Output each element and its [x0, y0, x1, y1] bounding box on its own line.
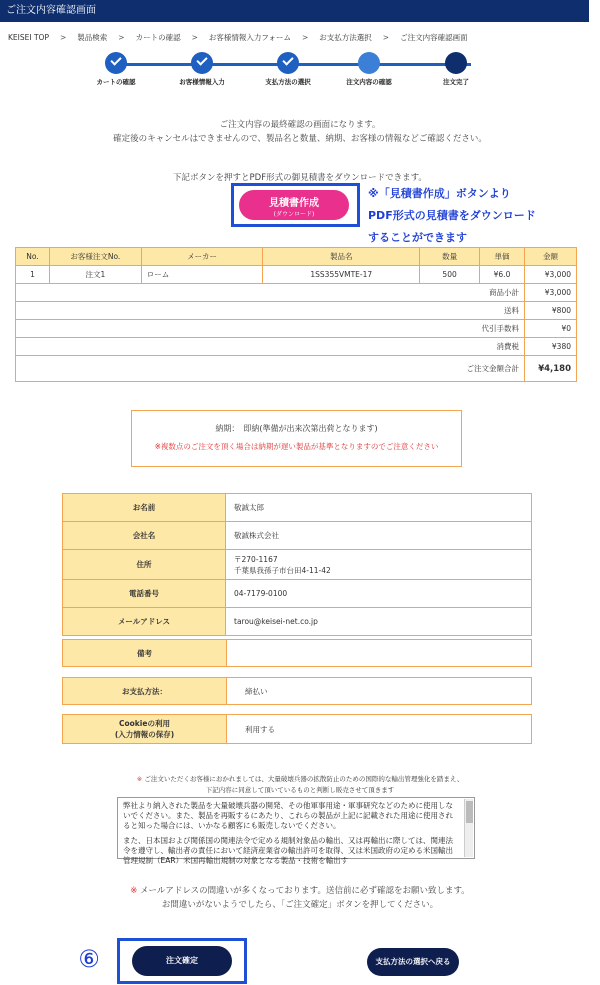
estimate-button-sublabel: (ダウンロード) — [273, 211, 315, 218]
estimate-button-highlight — [231, 183, 360, 227]
breadcrumb-product-search[interactable]: 製品検索 — [77, 32, 108, 42]
phone-value: 04-7179-0100 — [226, 580, 532, 608]
table-header-row — [16, 248, 577, 266]
chevron-right-icon: > — [382, 32, 390, 42]
summary-row — [16, 302, 577, 320]
progress-steps — [85, 50, 505, 86]
phone-label: 電話番号 — [63, 580, 226, 608]
summary-value: ¥3,000 — [524, 284, 576, 302]
check-icon — [105, 52, 127, 74]
step-label: カートの確認 — [96, 78, 136, 86]
name-value: 敬誠太郎 — [226, 494, 532, 522]
summary-row — [16, 284, 577, 302]
step-number-marker: ⑥ — [78, 945, 100, 973]
cell-maker: ローム — [141, 266, 263, 284]
payment-label: お支払方法： — [63, 678, 227, 704]
address-line: 千葉県我孫子市台田4-11-42 — [234, 565, 331, 575]
breadcrumb-current: ご注文内容確認画面 — [400, 32, 468, 42]
summary-value: ¥0 — [524, 320, 576, 338]
page-title: ご注文内容確認画面 — [6, 5, 96, 16]
export-control-textarea[interactable] — [117, 797, 475, 865]
name-label: お名前 — [63, 494, 226, 522]
step-confirm — [324, 50, 414, 86]
email-label: メールアドレス — [63, 608, 226, 636]
summary-label: 消費税 — [16, 338, 525, 356]
chevron-right-icon: > — [191, 32, 198, 42]
breadcrumb-cart[interactable]: カートの確認 — [135, 32, 181, 42]
intro-text — [0, 118, 600, 146]
step-label: お客様情報入力 — [179, 78, 225, 86]
confirm-button-highlight — [117, 938, 247, 984]
delivery-info: 納期： 即納(準備が出来次第出荷となります) — [215, 424, 378, 433]
step-customer-info — [157, 50, 247, 86]
legal-header-line-1: ご注文いただくお客様におかれましては、大量破壊兵器の拡散防止のための国際的な輸出管理強化を踏まえ、 — [144, 775, 464, 783]
cell-amount: ¥3,000 — [524, 266, 576, 284]
summary-row — [16, 320, 577, 338]
delivery-warning: ※複数点のご注文を頂く場合は納期が遅い製品が基準となりますのでご注意ください — [154, 442, 439, 451]
notice-mark: ※ — [130, 886, 138, 896]
step-complete — [411, 50, 501, 86]
estimate-button-label: 見積書作成 — [269, 198, 319, 209]
table-row — [16, 266, 577, 284]
remarks-box — [62, 639, 532, 667]
chevron-right-icon: > — [118, 32, 125, 42]
step-label: 支払方法の選択 — [265, 78, 311, 86]
col-header: 単価 — [480, 248, 525, 266]
annotation-line-2: PDF形式の見積書をダウンロード — [368, 209, 536, 222]
breadcrumb-keisei-top[interactable]: KEISEI TOP — [8, 32, 49, 42]
payment-value: 締払い — [245, 686, 268, 696]
page-title-bar — [0, 0, 589, 22]
total-row — [16, 356, 577, 382]
intro-line-2: 確定後のキャンセルはできませんので、製品名と数量、納期、お客様の情報などご確認ください。 — [113, 134, 487, 144]
legal-paragraph-2: また、日本国および関係国の関連法令で定める規制対象品の輸出、又は再輸出に際しては、関連法令を遵守し、輸出者の責任において経済産業省の輸出許可を取得、又は米国政府の定める米国輸出管理規制（EAR）米国再輸出規制の対象となる製品・技術を輸出す — [123, 836, 453, 865]
address-value — [226, 550, 532, 580]
cookie-label — [63, 715, 227, 743]
remarks-value — [227, 640, 531, 666]
cookie-value: 利用する — [245, 724, 275, 734]
email-value: tarou@keisei-net.co.jp — [226, 608, 532, 636]
customer-info-table — [62, 493, 532, 636]
legal-header — [0, 774, 600, 796]
cookie-label-line-2: (入力情報の保存) — [114, 730, 175, 739]
cell-qty: 500 — [420, 266, 480, 284]
cookie-label-line-1: Cookieの利用 — [119, 719, 170, 728]
breadcrumb-customer-form[interactable]: お客様情報入力フォーム — [208, 32, 291, 42]
legal-mark: ※ — [136, 775, 143, 783]
cell-unit-price: ¥6.0 — [480, 266, 525, 284]
estimate-annotation — [368, 183, 588, 249]
legal-header-line-2: 下記内容に同意して頂いているものと判断し販売させて頂きます — [205, 786, 395, 794]
confirm-order-button[interactable]: 注文確定 — [132, 946, 232, 976]
email-notice — [0, 884, 600, 912]
zip-code: 〒270-1167 — [234, 554, 278, 564]
intro-line-1: ご注文内容の最終確認の画面になります。 — [219, 120, 381, 130]
step-payment — [243, 50, 333, 86]
step-label: 注文完了 — [443, 78, 469, 86]
table-row — [63, 522, 532, 550]
cell-customer-order-no: 注文1 — [49, 266, 141, 284]
col-header: メーカー — [141, 248, 263, 266]
col-header: 金額 — [524, 248, 576, 266]
payment-box — [62, 677, 532, 705]
notice-line-2: お間違いがないようでしたら、「ご注文確定」ボタンを押してください。 — [161, 900, 439, 910]
table-row — [63, 550, 532, 580]
legal-paragraph-1: 弊社より納入された製品を大量破壊兵器の開発、その他軍事用途・軍事研究などのために使用しないでください。また、製品を再販するにあたり、これらの製品が上記に記載された用途に使用されると知った場合には、いかなる顧客にも販売しないでください。 — [123, 801, 453, 830]
pdf-note: 下記ボタンを押すとPDF形式の御見積書をダウンロードできます。 — [173, 173, 427, 183]
company-label: 会社名 — [63, 522, 226, 550]
summary-value: ¥800 — [524, 302, 576, 320]
annotation-line-1: ※「見積書作成」ボタンより — [368, 187, 511, 200]
order-table — [15, 247, 577, 382]
remarks-label: 備考 — [63, 640, 227, 666]
scrollbar-thumb[interactable] — [466, 801, 473, 823]
summary-row — [16, 338, 577, 356]
final-step-circle — [445, 52, 467, 74]
annotation-line-3: することができます — [368, 231, 467, 244]
table-row — [63, 608, 532, 636]
table-row — [63, 494, 532, 522]
cell-no: 1 — [16, 266, 50, 284]
summary-label: 商品小計 — [16, 284, 525, 302]
step-cart — [71, 50, 161, 86]
cell-product: 1SS355VMTE-17 — [263, 266, 420, 284]
chevron-right-icon: > — [302, 32, 309, 42]
summary-label: 代引手数料 — [16, 320, 525, 338]
summary-value: ¥380 — [524, 338, 576, 356]
col-header: お客様注文No. — [49, 248, 141, 266]
notice-line-1: メールアドレスの間違いが多くなっております。送信前に必ず確認をお願い致します。 — [140, 886, 470, 896]
col-header: 製品名 — [263, 248, 420, 266]
check-icon — [277, 52, 299, 74]
scrollbar[interactable] — [464, 799, 473, 857]
breadcrumb — [8, 30, 593, 44]
check-icon — [191, 52, 213, 74]
chevron-right-icon: > — [59, 32, 67, 42]
total-label: ご注文金額合計 — [16, 356, 525, 382]
create-estimate-button[interactable] — [239, 190, 349, 220]
summary-label: 送料 — [16, 302, 525, 320]
current-step-circle — [358, 52, 380, 74]
back-to-payment-button[interactable]: 支払方法の選択へ戻る — [367, 948, 459, 976]
address-label: 住所 — [63, 550, 226, 580]
company-value: 敬誠株式会社 — [226, 522, 532, 550]
table-row — [63, 580, 532, 608]
col-header: 数量 — [420, 248, 480, 266]
breadcrumb-payment[interactable]: お支払方法選択 — [319, 32, 372, 42]
delivery-box — [131, 410, 462, 467]
total-value: ¥4,180 — [524, 356, 576, 382]
step-label: 注文内容の確認 — [346, 78, 392, 86]
cookie-box — [62, 714, 532, 744]
col-header: No. — [16, 248, 50, 266]
